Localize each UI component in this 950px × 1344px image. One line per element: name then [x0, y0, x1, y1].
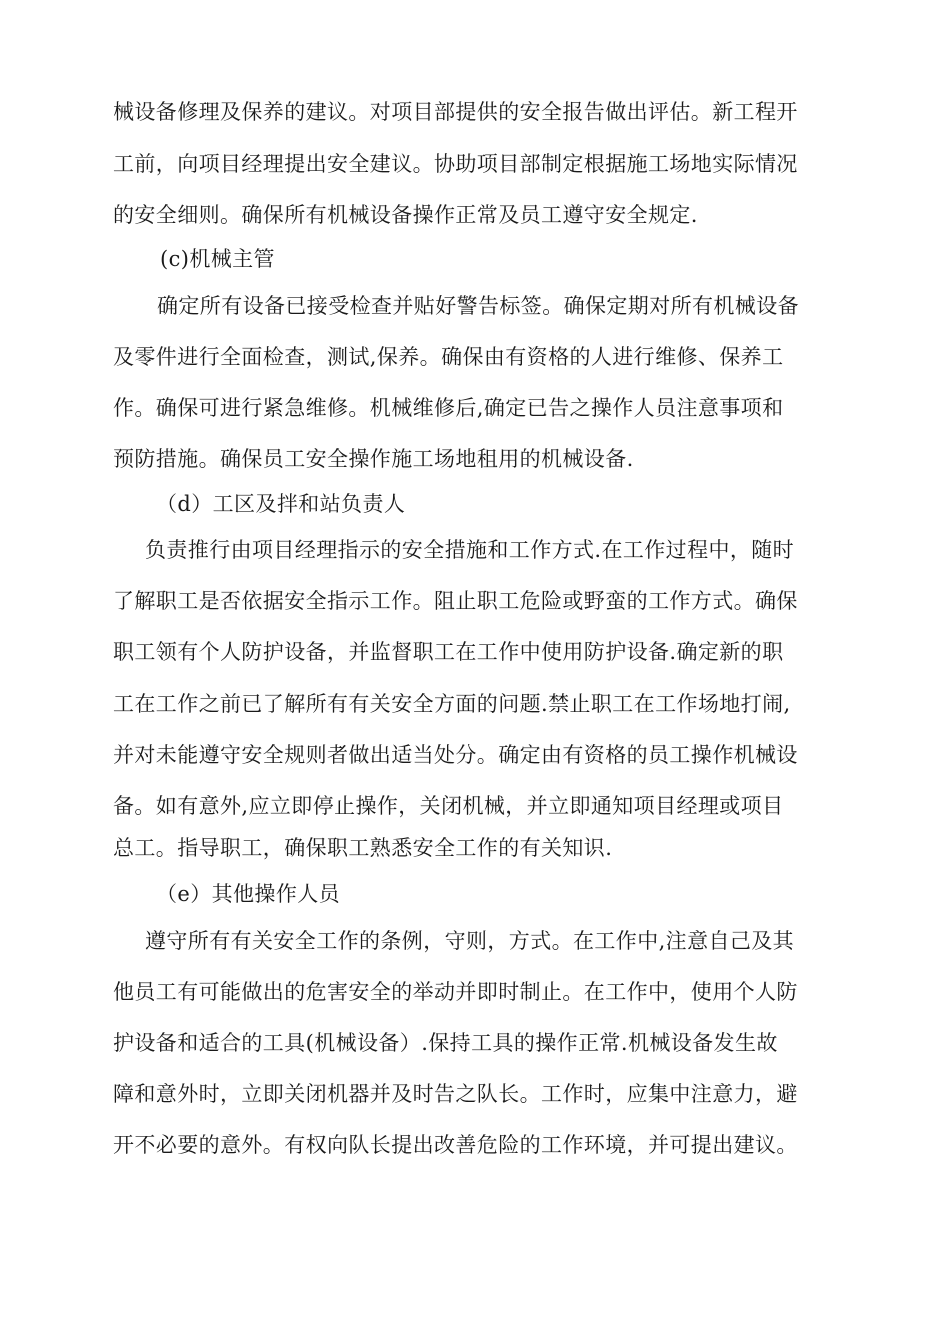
body-text-line: 备。如有意外,应立即停止操作，关闭机械，并立即通知项目经理或项目 [113, 794, 784, 818]
body-text-line: 他员工有可能做出的危害安全的举动并即时制止。在工作中，使用个人防 [113, 980, 798, 1004]
body-text-line: 职工领有个人防护设备，并监督职工在工作中使用防护设备.确定新的职 [113, 640, 784, 664]
body-text-line: 的安全细则。确保所有机械设备操作正常及员工遵守安全规定. [113, 203, 698, 227]
body-text-line: 开不必要的意外。有权向队长提出改善危险的工作环境，并可提出建议。 [113, 1133, 798, 1157]
section-heading-d: （d）工区及拌和站负责人 [156, 492, 406, 516]
section-heading-e: （e）其他操作人员 [156, 882, 341, 906]
body-text-line: 工在工作之前已了解所有有关安全方面的问题.禁止职工在工作场地打闹, [113, 692, 791, 716]
body-text-line: 障和意外时，立即关闭机器并及时告之队长。工作时，应集中注意力，避 [113, 1082, 798, 1106]
body-text-line: 护设备和适合的工具(机械设备）.保持工具的操作正常.机械设备发生故 [113, 1031, 778, 1055]
body-text-line: 预防措施。确保员工安全操作施工场地租用的机械设备. [113, 447, 634, 471]
body-text-line: 确定所有设备已接受检查并贴好警告标签。确保定期对所有机械设备 [157, 294, 799, 318]
body-text-line: 遵守所有有关安全工作的条例，守则，方式。在工作中,注意自己及其 [145, 929, 795, 953]
body-text-line: 了解职工是否依据安全指示工作。阻止职工危险或野蛮的工作方式。确保 [113, 589, 798, 613]
body-text-line: 及零件进行全面检查，测试,保养。确保由有资格的人进行维修、保养工 [113, 345, 784, 369]
body-text-line: 作。确保可进行紧急维修。机械维修后,确定已告之操作人员注意事项和 [113, 396, 784, 420]
body-text-line: 工前，向项目经理提出安全建议。协助项目部制定根据施工场地实际情况 [113, 152, 798, 176]
body-text-line: 负责推行由项目经理指示的安全措施和工作方式.在工作过程中，随时 [145, 538, 795, 562]
body-text-line: 并对未能遵守安全规则者做出适当处分。确定由有资格的员工操作机械设 [113, 743, 798, 767]
body-text-line: 总工。指导职工，确保职工熟悉安全工作的有关知识. [113, 836, 613, 860]
body-text-line: 械设备修理及保养的建议。对项目部提供的安全报告做出评估。新工程开 [113, 100, 798, 124]
section-heading-c: (c)机械主管 [160, 247, 275, 271]
